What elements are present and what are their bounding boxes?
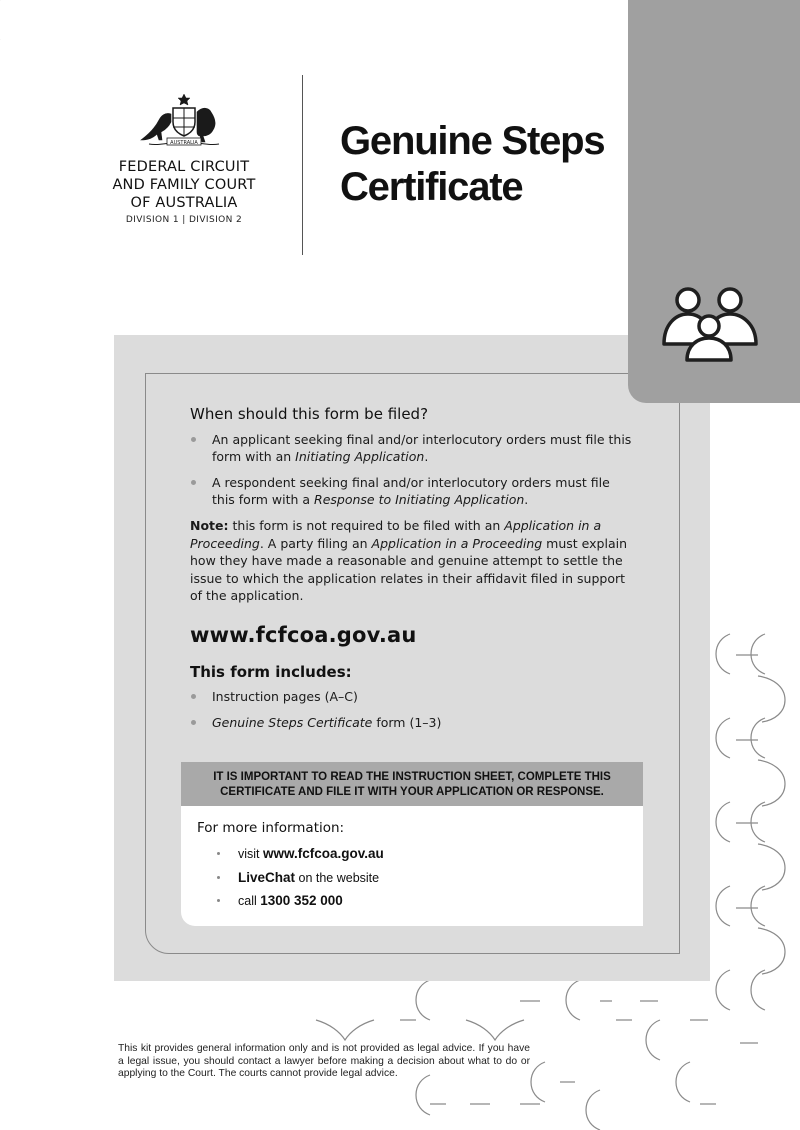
phone-number[interactable]: 1300 352 000 [260,893,343,908]
more-info-heading: For more information: [197,820,345,836]
important-line: CERTIFICATE AND FILE IT WITH YOUR APPLICATION OR RESPONSE. [220,786,604,798]
title-line: Genuine Steps [340,119,605,163]
important-banner [181,762,643,806]
legal-disclaimer: This kit provides general information only and is not provided as legal advice. If you have a legal issue, you should contact a lawyer before making a decision about what to do or applying to the Court. The courts cannot provide legal advice. [118,1043,530,1079]
list-item: Instruction pages (A–C) [190,688,635,705]
website-link[interactable]: www.fcfcoa.gov.au [190,622,417,647]
filing-list [190,431,635,508]
important-line: IT IS IMPORTANT TO READ THE INSTRUCTION SHEET, COMPLETE THIS [213,771,611,783]
filing-heading: When should this form be filed? [190,405,429,423]
note-paragraph: Note: this form is not required to be filed with an Application in a Proceeding. A party filing an Application in a Proceeding must explain how they have made a reasonable and genuine attempt to settle the issue to which the application relates in their affidavit filed in support of the application. [190,518,627,603]
logo-divider [302,75,303,255]
court-name [104,158,264,212]
list-item: A respondent seeking final and/or interlocutory orders must file this form with a Response to Initiating Application. [190,474,635,508]
court-divisions: DIVISION 1 | DIVISION 2 [125,215,243,225]
court-name-line: FEDERAL CIRCUIT [118,159,250,175]
more-info-list [197,846,643,909]
includes-heading: This form includes: [190,662,352,681]
includes-list [190,688,635,731]
court-logo [104,92,264,225]
people-group-icon [660,284,760,364]
coat-of-arms-icon [139,92,229,152]
livechat-link[interactable]: LiveChat [238,869,296,885]
list-item: visit www.fcfcoa.gov.au [197,846,643,862]
visit-website-link[interactable]: www.fcfcoa.gov.au [263,846,384,861]
list-item: call 1300 352 000 [197,893,643,909]
corner-tab [628,0,800,403]
court-name-line: AND FAMILY COURT [112,177,256,193]
list-item: Genuine Steps Certificate form (1–3) [190,714,635,731]
page-title [340,118,604,210]
court-name-line: OF AUSTRALIA [130,195,238,211]
info-content [190,405,635,740]
list-item: LiveChat on the website [197,870,643,886]
more-info-box [181,806,643,926]
crest-ribbon-text: AUSTRALIA [170,140,198,146]
list-item: An applicant seeking final and/or interlocutory orders must file this form with an Initiating Application. [190,431,635,465]
title-line: Certificate [340,165,523,209]
note-label: Note: [190,518,229,533]
